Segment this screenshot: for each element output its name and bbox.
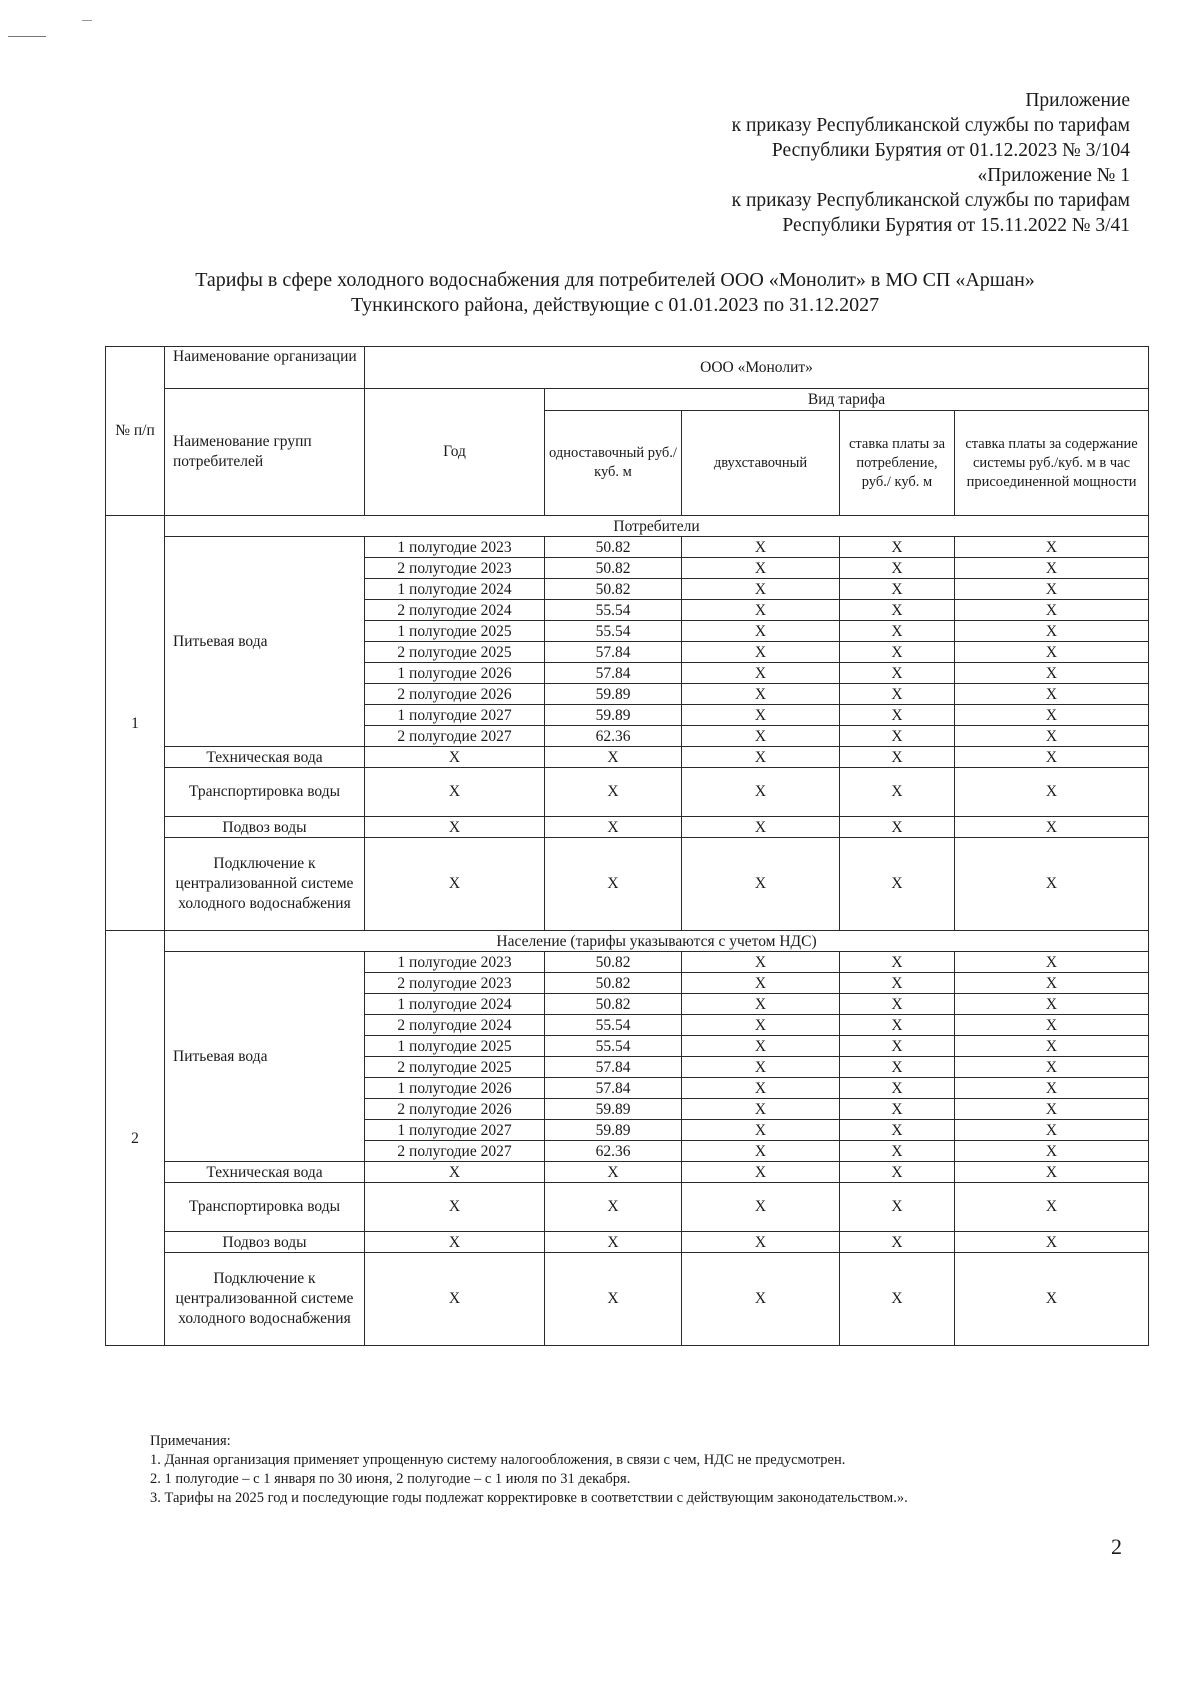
section-num: 2 (106, 931, 165, 1346)
cell-two-rate: X (682, 1232, 840, 1253)
section-title: Население (тарифы указываются с учетом НДС) (165, 931, 1149, 952)
header-one-rate: одноставочный руб./ куб. м (545, 411, 682, 516)
cell-year: 2 полугодие 2026 (365, 684, 545, 705)
cell-year: 2 полугодие 2025 (365, 1057, 545, 1078)
cell-one-rate: 55.54 (545, 1015, 682, 1036)
note-item: 1. Данная организация применяет упрощенную систему налогообложения, в связи с чем, НДС не предусмотрен. (150, 1452, 846, 1468)
group-label: Подвоз воды (165, 1232, 365, 1253)
cell-consumption: X (840, 663, 955, 684)
cell-consumption: X (840, 684, 955, 705)
header-line: к приказу Республиканской службы по тарифам (731, 190, 1130, 211)
cell-two-rate: X (682, 642, 840, 663)
cell-consumption: X (840, 558, 955, 579)
cell-one-rate: 50.82 (545, 537, 682, 558)
cell-one-rate: 50.82 (545, 973, 682, 994)
header-consumption-rate: ставка платы за потребление, руб./ куб. м (840, 411, 955, 516)
cell-two-rate: X (682, 817, 840, 838)
cell-one-rate: X (545, 1162, 682, 1183)
cell-one-rate: X (545, 768, 682, 817)
cell-two-rate: X (682, 994, 840, 1015)
cell-maintenance: X (955, 642, 1149, 663)
cell-year: X (365, 1183, 545, 1232)
cell-two-rate: X (682, 1099, 840, 1120)
cell-two-rate: X (682, 726, 840, 747)
cell-maintenance: X (955, 1141, 1149, 1162)
cell-maintenance: X (955, 1253, 1149, 1346)
cell-year: X (365, 1232, 545, 1253)
group-label: Транспортировка воды (165, 768, 365, 817)
cell-maintenance: X (955, 1057, 1149, 1078)
cell-maintenance: X (955, 952, 1149, 973)
cell-consumption: X (840, 952, 955, 973)
group-drinking-water: Питьевая вода (165, 537, 365, 747)
cell-year: 1 полугодие 2023 (365, 537, 545, 558)
notes-heading: Примечания: (150, 1433, 231, 1449)
cell-two-rate: X (682, 579, 840, 600)
cell-one-rate: 50.82 (545, 558, 682, 579)
document-title (100, 268, 1130, 318)
cell-year: 1 полугодие 2027 (365, 1120, 545, 1141)
cell-year: 1 полугодие 2026 (365, 1078, 545, 1099)
group-drinking-water: Питьевая вода (165, 952, 365, 1162)
cell-one-rate: X (545, 838, 682, 931)
cell-two-rate: X (682, 838, 840, 931)
group-label: Подключение к централизованной системе холодного водоснабжения (165, 1253, 365, 1346)
cell-maintenance: X (955, 1120, 1149, 1141)
cell-year: X (365, 768, 545, 817)
cell-year: 1 полугодие 2026 (365, 663, 545, 684)
table-row (106, 747, 1149, 768)
cell-two-rate: X (682, 1253, 840, 1346)
scan-mark (8, 36, 46, 37)
cell-consumption: X (840, 768, 955, 817)
cell-maintenance: X (955, 817, 1149, 838)
cell-year: X (365, 838, 545, 931)
cell-two-rate: X (682, 663, 840, 684)
cell-consumption: X (840, 838, 955, 931)
cell-one-rate: 55.54 (545, 600, 682, 621)
cell-maintenance: X (955, 600, 1149, 621)
cell-consumption: X (840, 1036, 955, 1057)
cell-two-rate: X (682, 973, 840, 994)
cell-maintenance: X (955, 1099, 1149, 1120)
cell-year: X (365, 1162, 545, 1183)
notes (150, 1432, 1122, 1508)
cell-maintenance: X (955, 768, 1149, 817)
header-line: к приказу Республиканской службы по тарифам (731, 115, 1130, 136)
cell-maintenance: X (955, 1078, 1149, 1099)
cell-two-rate: X (682, 1183, 840, 1232)
header-line: Республики Бурятия от 15.11.2022 № 3/41 (782, 215, 1130, 236)
cell-maintenance: X (955, 684, 1149, 705)
header-line: Республики Бурятия от 01.12.2023 № 3/104 (771, 140, 1130, 161)
cell-consumption: X (840, 579, 955, 600)
cell-one-rate: X (545, 747, 682, 768)
cell-year: X (365, 747, 545, 768)
cell-two-rate: X (682, 558, 840, 579)
header-line: «Приложение № 1 (977, 165, 1130, 186)
cell-maintenance: X (955, 579, 1149, 600)
cell-year: 2 полугодие 2023 (365, 973, 545, 994)
table-row (106, 952, 1149, 973)
cell-one-rate: 57.84 (545, 642, 682, 663)
cell-one-rate: 57.84 (545, 1078, 682, 1099)
cell-maintenance: X (955, 1183, 1149, 1232)
cell-consumption: X (840, 747, 955, 768)
cell-one-rate: X (545, 1253, 682, 1346)
cell-two-rate: X (682, 600, 840, 621)
cell-maintenance: X (955, 705, 1149, 726)
cell-two-rate: X (682, 1015, 840, 1036)
cell-maintenance: X (955, 1015, 1149, 1036)
cell-two-rate: X (682, 747, 840, 768)
title-line-2: Тункинского района, действующие с 01.01.2023 по 31.12.2027 (350, 294, 880, 316)
cell-two-rate: X (682, 621, 840, 642)
cell-one-rate: 59.89 (545, 684, 682, 705)
cell-maintenance: X (955, 537, 1149, 558)
cell-two-rate: X (682, 1057, 840, 1078)
cell-one-rate: 59.89 (545, 1099, 682, 1120)
cell-year: 2 полугодие 2024 (365, 600, 545, 621)
cell-two-rate: X (682, 705, 840, 726)
group-label: Подвоз воды (165, 817, 365, 838)
header-tariff-kind: Вид тарифа (545, 389, 1149, 411)
header-org-label: Наименование организации (165, 347, 365, 389)
cell-year: 1 полугодие 2025 (365, 1036, 545, 1057)
cell-two-rate: X (682, 684, 840, 705)
cell-one-rate: 57.84 (545, 663, 682, 684)
group-label: Транспортировка воды (165, 1183, 365, 1232)
cell-year: 2 полугодие 2026 (365, 1099, 545, 1120)
cell-consumption: X (840, 537, 955, 558)
cell-consumption: X (840, 1015, 955, 1036)
cell-consumption: X (840, 1099, 955, 1120)
cell-consumption: X (840, 817, 955, 838)
cell-year: 2 полугодие 2023 (365, 558, 545, 579)
cell-maintenance: X (955, 994, 1149, 1015)
cell-consumption: X (840, 726, 955, 747)
cell-maintenance: X (955, 621, 1149, 642)
cell-maintenance: X (955, 1162, 1149, 1183)
cell-maintenance: X (955, 726, 1149, 747)
group-label: Техническая вода (165, 1162, 365, 1183)
cell-consumption: X (840, 1057, 955, 1078)
group-label: Подключение к централизованной системе холодного водоснабжения (165, 838, 365, 931)
table-row (106, 1253, 1149, 1346)
tariff-table (105, 346, 1149, 1346)
cell-year: 2 полугодие 2027 (365, 1141, 545, 1162)
cell-one-rate: 50.82 (545, 994, 682, 1015)
cell-two-rate: X (682, 768, 840, 817)
section-title: Потребители (165, 516, 1149, 537)
cell-consumption: X (840, 973, 955, 994)
cell-consumption: X (840, 642, 955, 663)
note-item: 3. Тарифы на 2025 год и последующие годы подлежат корректировке в соответствии с действующим законодательством.». (150, 1490, 908, 1506)
cell-one-rate: 62.36 (545, 1141, 682, 1162)
cell-two-rate: X (682, 1120, 840, 1141)
header-year: Год (365, 389, 545, 516)
cell-maintenance: X (955, 973, 1149, 994)
cell-maintenance: X (955, 558, 1149, 579)
table-row (106, 768, 1149, 817)
header-two-rate: двухставочный (682, 411, 840, 516)
cell-two-rate: X (682, 1078, 840, 1099)
header-org-name: ООО «Монолит» (365, 347, 1149, 389)
cell-maintenance: X (955, 838, 1149, 931)
table-row (106, 1183, 1149, 1232)
cell-year: X (365, 1253, 545, 1346)
cell-year: 2 полугодие 2027 (365, 726, 545, 747)
cell-two-rate: X (682, 1036, 840, 1057)
cell-one-rate: X (545, 1183, 682, 1232)
table-row (106, 817, 1149, 838)
header-line: Приложение (1025, 90, 1130, 111)
cell-one-rate: X (545, 817, 682, 838)
cell-consumption: X (840, 621, 955, 642)
cell-year: 1 полугодие 2024 (365, 579, 545, 600)
cell-two-rate: X (682, 952, 840, 973)
cell-consumption: X (840, 1253, 955, 1346)
note-item: 2. 1 полугодие – с 1 января по 30 июня, 2 полугодие – с 1 июля по 31 декабря. (150, 1471, 631, 1487)
cell-two-rate: X (682, 1162, 840, 1183)
appendix-header (732, 88, 1130, 238)
table-row (106, 838, 1149, 931)
table-row (106, 537, 1149, 558)
cell-year: 2 полугодие 2025 (365, 642, 545, 663)
cell-one-rate: 55.54 (545, 1036, 682, 1057)
cell-year: X (365, 817, 545, 838)
cell-year: 1 полугодие 2025 (365, 621, 545, 642)
cell-consumption: X (840, 1162, 955, 1183)
scan-mark (82, 20, 92, 21)
cell-maintenance: X (955, 1036, 1149, 1057)
title-line-1: Тарифы в сфере холодного водоснабжения для потребителей ООО «Монолит» в МО СП «Аршан» (195, 269, 1035, 291)
cell-one-rate: 62.36 (545, 726, 682, 747)
table-row (106, 1232, 1149, 1253)
cell-consumption: X (840, 1120, 955, 1141)
cell-year: 2 полугодие 2024 (365, 1015, 545, 1036)
cell-consumption: X (840, 1232, 955, 1253)
cell-one-rate: 55.54 (545, 621, 682, 642)
header-groups-label: Наименование групп потребителей (165, 389, 365, 516)
cell-consumption: X (840, 1141, 955, 1162)
cell-one-rate: X (545, 1232, 682, 1253)
cell-year: 1 полугодие 2023 (365, 952, 545, 973)
header-num: № п/п (106, 347, 165, 516)
cell-consumption: X (840, 600, 955, 621)
cell-maintenance: X (955, 663, 1149, 684)
page-number: 2 (1111, 1534, 1122, 1559)
cell-consumption: X (840, 1183, 955, 1232)
cell-one-rate: 59.89 (545, 705, 682, 726)
cell-two-rate: X (682, 1141, 840, 1162)
cell-one-rate: 50.82 (545, 579, 682, 600)
section-title-row (106, 516, 1149, 537)
cell-one-rate: 59.89 (545, 1120, 682, 1141)
cell-year: 1 полугодие 2027 (365, 705, 545, 726)
section-title-row (106, 931, 1149, 952)
cell-two-rate: X (682, 537, 840, 558)
group-label: Техническая вода (165, 747, 365, 768)
cell-one-rate: 57.84 (545, 1057, 682, 1078)
cell-year: 1 полугодие 2024 (365, 994, 545, 1015)
cell-consumption: X (840, 994, 955, 1015)
header-maintenance-rate: ставка платы за содержание системы руб./куб. м в час присоединенной мощности (955, 411, 1149, 516)
cell-maintenance: X (955, 1232, 1149, 1253)
cell-one-rate: 50.82 (545, 952, 682, 973)
table-row (106, 1162, 1149, 1183)
cell-consumption: X (840, 1078, 955, 1099)
section-num: 1 (106, 516, 165, 931)
cell-maintenance: X (955, 747, 1149, 768)
cell-consumption: X (840, 705, 955, 726)
